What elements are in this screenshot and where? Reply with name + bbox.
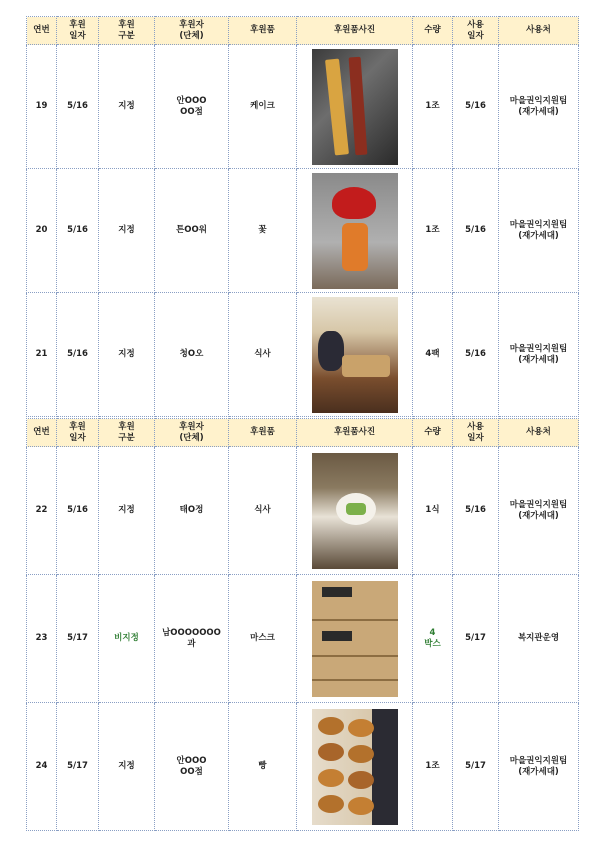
cell-qty: 1조 <box>413 45 453 169</box>
cell-donor: 남OOOOOOO 과 <box>155 575 229 703</box>
cell-place: 복지관운영 <box>499 575 579 703</box>
cell-no: 19 <box>27 45 57 169</box>
table-row <box>27 703 579 831</box>
cell-date: 5/17 <box>57 703 99 831</box>
header-item: 후원품 <box>229 17 297 45</box>
cell-type: 지정 <box>99 45 155 169</box>
cell-donor: 태O정 <box>155 447 229 575</box>
cell-place: 마을권익지원팀 (재가세대) <box>499 447 579 575</box>
header-photo: 후원품사진 <box>297 419 413 447</box>
table-row <box>27 293 579 417</box>
cell-photo <box>297 293 413 417</box>
table-header-row <box>27 419 579 447</box>
cell-donor: 청O오 <box>155 293 229 417</box>
cell-use-date: 5/17 <box>453 575 499 703</box>
header-donor: 후원자 (단체) <box>155 17 229 45</box>
cell-item: 꽃 <box>229 169 297 293</box>
table-row <box>27 169 579 293</box>
cell-item: 케이크 <box>229 45 297 169</box>
header-no: 연번 <box>27 419 57 447</box>
bread-photo <box>312 709 398 825</box>
cell-qty: 4팩 <box>413 293 453 417</box>
cell-donor: 안OOO OO점 <box>155 703 229 831</box>
flower-bouquet-photo <box>312 173 398 289</box>
header-type: 후원 구분 <box>99 419 155 447</box>
cell-use-date: 5/16 <box>453 447 499 575</box>
cell-date: 5/16 <box>57 169 99 293</box>
header-photo: 후원품사진 <box>297 17 413 45</box>
header-no: 연번 <box>27 17 57 45</box>
cell-photo <box>297 447 413 575</box>
cell-use-date: 5/16 <box>453 45 499 169</box>
cell-item: 빵 <box>229 703 297 831</box>
cell-type: 지정 <box>99 293 155 417</box>
cell-use-date: 5/16 <box>453 293 499 417</box>
header-date: 후원 일자 <box>57 419 99 447</box>
cell-type: 지정 <box>99 447 155 575</box>
cell-date: 5/16 <box>57 45 99 169</box>
cell-date: 5/16 <box>57 447 99 575</box>
cell-no: 22 <box>27 447 57 575</box>
cell-item: 마스크 <box>229 575 297 703</box>
cell-type: 지정 <box>99 703 155 831</box>
header-donor: 후원자 (단체) <box>155 419 229 447</box>
cell-item: 식사 <box>229 293 297 417</box>
cake-photo <box>312 49 398 165</box>
cell-place: 마을권익지원팀 (재가세대) <box>499 703 579 831</box>
cell-no: 21 <box>27 293 57 417</box>
cell-type: 비지정 <box>99 575 155 703</box>
cell-no: 24 <box>27 703 57 831</box>
cell-photo <box>297 575 413 703</box>
meal-table-photo <box>312 453 398 569</box>
cell-qty: 1조 <box>413 169 453 293</box>
group-meal-photo <box>312 297 398 413</box>
cell-qty: 4 박스 <box>413 575 453 703</box>
header-type: 후원 구분 <box>99 17 155 45</box>
header-item: 후원품 <box>229 419 297 447</box>
cell-type: 지정 <box>99 169 155 293</box>
donation-table-2 <box>26 418 579 831</box>
cell-photo <box>297 703 413 831</box>
cell-qty: 1조 <box>413 703 453 831</box>
table-row <box>27 45 579 169</box>
header-use-date: 사용 일자 <box>453 17 499 45</box>
cell-place: 마을권익지원팀 (재가세대) <box>499 169 579 293</box>
header-qty: 수량 <box>413 17 453 45</box>
header-date: 후원 일자 <box>57 17 99 45</box>
mask-boxes-photo <box>312 581 398 697</box>
donation-table-1 <box>26 16 579 417</box>
cell-place: 마을권익지원팀 (재가세대) <box>499 45 579 169</box>
cell-date: 5/17 <box>57 575 99 703</box>
cell-donor: 튼OO워 <box>155 169 229 293</box>
header-use-date: 사용 일자 <box>453 419 499 447</box>
cell-no: 23 <box>27 575 57 703</box>
header-place: 사용처 <box>499 419 579 447</box>
cell-photo <box>297 169 413 293</box>
table-row <box>27 447 579 575</box>
header-place: 사용처 <box>499 17 579 45</box>
cell-donor: 안OOO OO점 <box>155 45 229 169</box>
table-row <box>27 575 579 703</box>
cell-place: 마을권익지원팀 (재가세대) <box>499 293 579 417</box>
cell-qty: 1식 <box>413 447 453 575</box>
header-qty: 수량 <box>413 419 453 447</box>
cell-use-date: 5/16 <box>453 169 499 293</box>
cell-use-date: 5/17 <box>453 703 499 831</box>
cell-no: 20 <box>27 169 57 293</box>
table-header-row <box>27 17 579 45</box>
cell-item: 식사 <box>229 447 297 575</box>
cell-photo <box>297 45 413 169</box>
cell-date: 5/16 <box>57 293 99 417</box>
